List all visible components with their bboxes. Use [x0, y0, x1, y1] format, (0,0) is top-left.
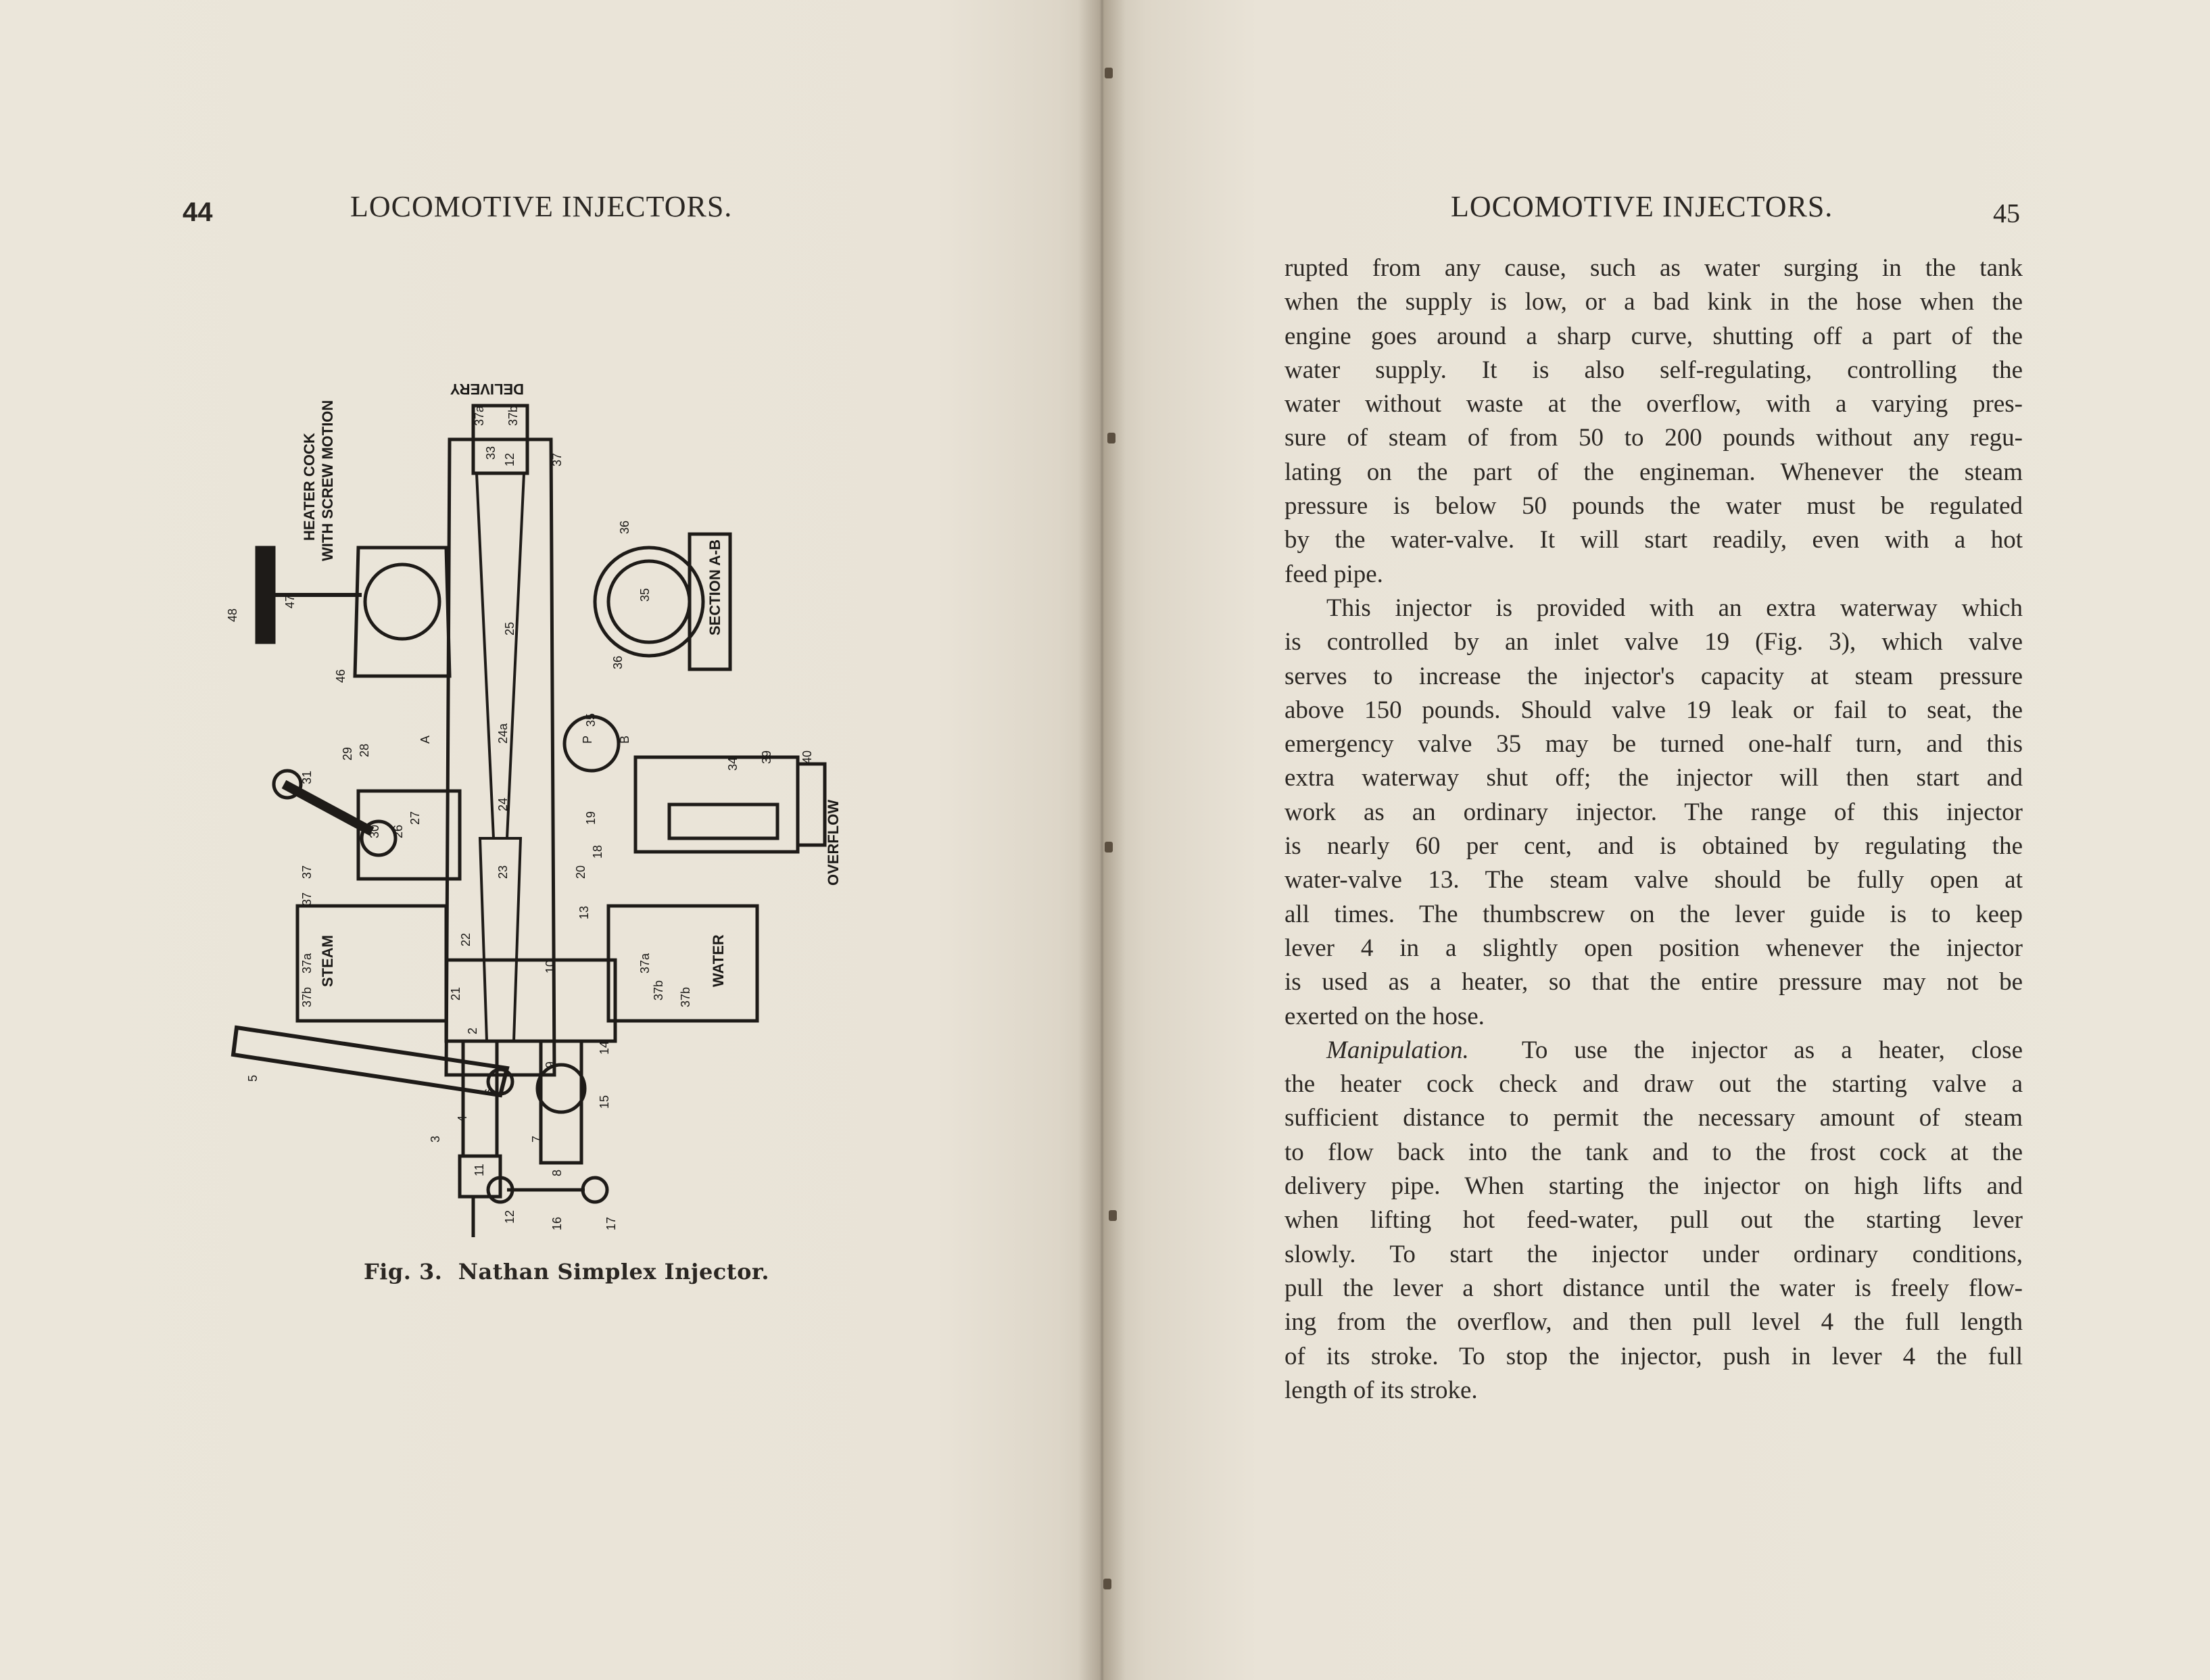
text-line: lating on the part of the engineman. Whenever the steam — [1284, 458, 2023, 486]
part-number: 37 — [300, 892, 314, 906]
page-number-left: 44 — [183, 197, 213, 227]
part-number: 2 — [466, 1027, 479, 1034]
binding-stitch — [1109, 1210, 1117, 1221]
part-number: 35 — [584, 713, 598, 727]
heater-cock-label: HEATER COCK — [301, 433, 318, 541]
part-number: 37 — [300, 865, 314, 879]
steam-label: STEAM — [319, 935, 336, 987]
part-number: 5 — [246, 1074, 260, 1082]
part-number: 18 — [591, 844, 604, 859]
part-number: P — [581, 735, 594, 744]
part-number: 30 — [368, 824, 381, 838]
text-line: serves to increase the injector's capacity at steam pressure — [1284, 662, 2023, 690]
text-line: feed pipe. — [1284, 560, 1383, 588]
binding-stitch — [1107, 433, 1115, 443]
running-head-right: LOCOMOTIVE INJECTORS. — [1451, 190, 1833, 223]
part-number: 31 — [300, 770, 314, 784]
part-number: 7 — [530, 1135, 544, 1143]
part-number: 46 — [334, 669, 347, 683]
part-number: 47 — [283, 594, 297, 608]
part-number: A — [418, 735, 432, 744]
part-number: 24 — [496, 797, 510, 811]
part-number: 29 — [341, 746, 354, 761]
text-line: exerted on the hose. — [1284, 1002, 1485, 1030]
caption-prefix: Fig. 3. — [364, 1259, 443, 1285]
part-number: 27 — [408, 811, 422, 825]
text-line: of its stroke. To stop the injector, push in lever 4 the full — [1284, 1342, 2023, 1370]
part-number: 21 — [449, 986, 462, 1001]
manipulation-heading: Manipulation. — [1326, 1036, 1469, 1064]
text-line-rest: To use the injector as a heater, close — [1521, 1036, 2023, 1064]
part-number: 8 — [550, 1169, 564, 1176]
part-number: 37a — [300, 953, 314, 974]
part-number: 37b — [300, 986, 314, 1007]
part-number: 13 — [577, 905, 591, 919]
text-line: emergency valve 35 may be turned one-half turn, and this — [1284, 730, 2023, 759]
text-line: when the supply is low, or a bad kink in the hose when the — [1284, 288, 2023, 316]
part-number: 37a — [473, 405, 486, 426]
delivery-label: DELIVERY — [450, 381, 524, 398]
text-line: rupted from any cause, such as water surging in the tank — [1284, 254, 2023, 282]
section-ab-label: SECTION A-B — [706, 539, 723, 635]
text-line-manipulation — [1284, 1034, 2023, 1067]
text-line: delivery pipe. When starting the injector on high lifts and — [1284, 1172, 2023, 1201]
overflow-label: OVERFLOW — [825, 799, 842, 886]
text-line: water-valve 13. The steam valve should be fully open at — [1284, 866, 2023, 894]
part-number: 4 — [456, 1115, 469, 1122]
part-number: 16 — [550, 1216, 564, 1230]
part-number: 36 — [611, 655, 625, 669]
part-number: 24a — [496, 723, 510, 744]
page-number-right: 45 — [1993, 198, 2020, 229]
text-line: pull the lever a short distance until the water is freely flow- — [1284, 1274, 2023, 1302]
part-number: 19 — [584, 811, 598, 825]
part-number: 40 — [800, 750, 814, 764]
part-number: 37b — [506, 405, 520, 426]
binding-stitch — [1105, 842, 1113, 853]
part-number: 25 — [503, 621, 517, 635]
water-label: WATER — [710, 934, 727, 987]
text-line: above 150 pounds. Should valve 19 leak or fail to seat, the — [1284, 696, 2023, 724]
part-number: 10 — [544, 959, 557, 974]
part-number: 23 — [496, 865, 510, 879]
text-line: is nearly 60 per cent, and is obtained by regulating the — [1284, 832, 2023, 861]
caption-title: Nathan Simplex Injector. — [458, 1259, 769, 1285]
part-number: 20 — [574, 865, 587, 879]
part-number: 22 — [459, 932, 473, 946]
part-number: 3 — [429, 1135, 442, 1143]
part-number: 26 — [391, 824, 405, 838]
part-number: 15 — [598, 1095, 611, 1109]
part-number: 37a — [638, 953, 652, 974]
binding-stitch — [1105, 68, 1113, 78]
text-line: pressure is below 50 pounds the water must be regulated — [1284, 492, 2023, 521]
part-number: B — [618, 735, 631, 744]
text-line: the heater cock check and draw out the starting valve a — [1284, 1070, 2023, 1099]
part-number: 12 — [503, 1209, 517, 1224]
injector-drawing — [216, 365, 906, 1251]
part-number: 36 — [618, 520, 631, 534]
part-number: 37b — [679, 986, 692, 1007]
part-number: 37b — [652, 980, 665, 1001]
binding-stitch — [1103, 1579, 1111, 1589]
part-number: 14 — [598, 1040, 611, 1055]
text-line: all times. The thumbscrew on the lever guide is to keep — [1284, 900, 2023, 928]
text-line: water without waste at the overflow, with a varying pres- — [1284, 390, 2023, 418]
part-number: 33 — [484, 446, 498, 460]
part-number: 28 — [358, 743, 371, 757]
part-number: 11 — [473, 1163, 486, 1176]
part-number: 35 — [638, 587, 652, 602]
text-line: is used as a heater, so that the entire pressure may not be — [1284, 968, 2023, 997]
part-number: 17 — [604, 1216, 618, 1230]
text-line: slowly. To start the injector under ordinary conditions, — [1284, 1240, 2023, 1268]
part-number: 12 — [503, 452, 517, 466]
part-number: 9 — [544, 1061, 557, 1068]
book-gutter — [1078, 0, 1126, 1680]
text-line: engine goes around a sharp curve, shutting off a part of the — [1284, 322, 2023, 350]
text-line: ing from the overflow, and then pull level 4 the full length — [1284, 1308, 2023, 1337]
part-number: 34 — [726, 757, 740, 771]
text-line: work as an ordinary injector. The range of this injector — [1284, 798, 2023, 826]
text-line: sufficient distance to permit the necessary amount of steam — [1284, 1104, 2023, 1132]
figure-caption — [364, 1259, 769, 1285]
running-head-left: LOCOMOTIVE INJECTORS. — [350, 190, 733, 223]
text-line: by the water-valve. It will start readily, even with a hot — [1284, 526, 2023, 554]
text-line: length of its stroke. — [1284, 1376, 1478, 1404]
part-number: 48 — [226, 608, 239, 622]
screw-motion-label: WITH SCREW MOTION — [319, 400, 336, 561]
injector-diagram — [216, 365, 906, 1251]
text-line: extra waterway shut off; the injector will then start and — [1284, 764, 2023, 792]
text-line: lever 4 in a slightly open position whenever the injector — [1284, 934, 2023, 962]
part-number: 6 — [483, 1088, 496, 1095]
text-line: to flow back into the tank and to the frost cock at the — [1284, 1138, 2023, 1166]
part-number: 37 — [550, 452, 564, 466]
text-line: sure of steam of from 50 to 200 pounds without any regu- — [1284, 424, 2023, 452]
part-number: 39 — [760, 750, 773, 764]
text-line: water supply. It is also self-regulating, controlling the — [1284, 356, 2023, 384]
text-line: is controlled by an inlet valve 19 (Fig. 3), which valve — [1284, 628, 2023, 656]
text-line: when lifting hot feed-water, pull out the starting lever — [1284, 1206, 2023, 1234]
body-text — [1284, 251, 2023, 1408]
text-line: This injector is provided with an extra waterway which — [1326, 594, 2023, 622]
